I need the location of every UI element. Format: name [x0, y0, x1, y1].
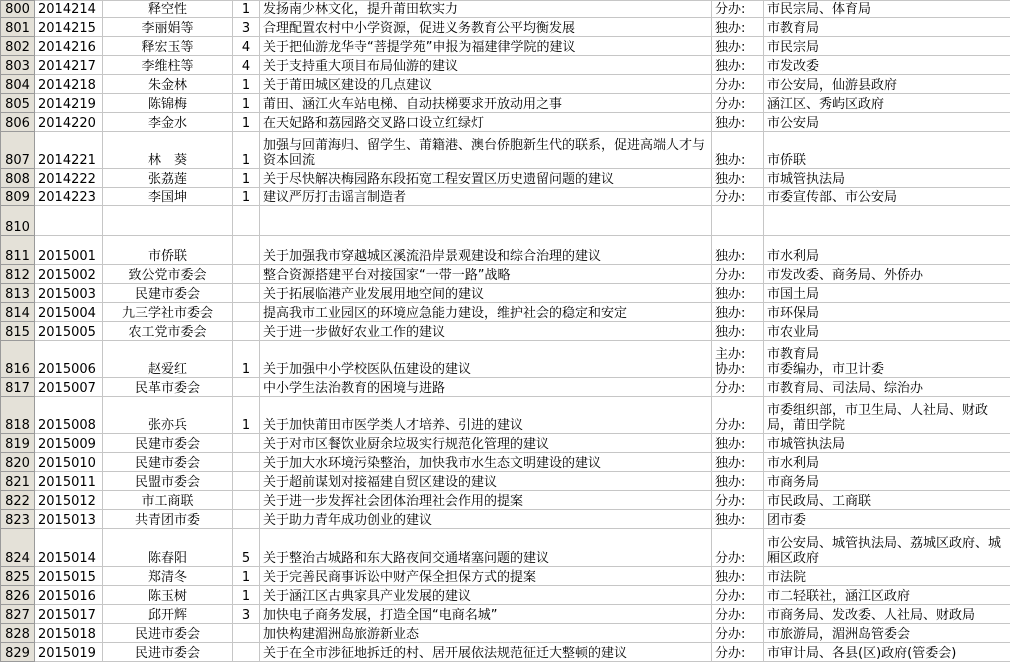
cell-title[interactable]: 关于加大水环境污染整治，加快我市水生态文明建设的建议	[260, 453, 712, 472]
cell-title[interactable]: 莆田、涵江火车站电梯、自动扶梯要求开放动用之事	[260, 94, 712, 113]
cell-handling-type[interactable]: 分办:	[712, 75, 764, 94]
cell-department[interactable]: 市公安局，仙游县政府	[764, 75, 1010, 94]
table-row[interactable]	[1, 397, 1010, 434]
cell-proposer[interactable]: 民建市委会	[103, 434, 233, 453]
cell-handling-type[interactable]: 分办:	[712, 586, 764, 605]
cell-handling-type[interactable]: 分办:	[712, 491, 764, 510]
cell-title[interactable]: 关于加强我市穿越城区溪流沿岸景观建设和综合治理的建议	[260, 236, 712, 265]
row-header[interactable]: 806	[1, 113, 35, 132]
table-row[interactable]	[1, 643, 1010, 662]
cell-count[interactable]: 5	[233, 529, 260, 567]
table-row[interactable]	[1, 206, 1010, 236]
cell-count[interactable]: 1	[233, 75, 260, 94]
cell-department[interactable]	[764, 206, 1010, 236]
table-row[interactable]	[1, 18, 1010, 37]
cell-count[interactable]: 1	[233, 113, 260, 132]
table-row[interactable]	[1, 453, 1010, 472]
cell-handling-type[interactable]: 独办:	[712, 510, 764, 529]
cell-handling-type[interactable]: 独办:	[712, 453, 764, 472]
cell-handling-type[interactable]: 分办:	[712, 397, 764, 434]
cell-title[interactable]: 关于在全市涉征地拆迁的村、居开展依法规范征迁大整顿的建议	[260, 643, 712, 662]
cell-code[interactable]: 2015018	[35, 624, 103, 643]
cell-code[interactable]: 2015003	[35, 284, 103, 303]
cell-code[interactable]: 2014214	[35, 1, 103, 18]
row-header[interactable]: 817	[1, 378, 35, 397]
cell-title[interactable]: 关于支持重大项目布局仙游的建议	[260, 56, 712, 75]
cell-department[interactable]: 市发改委、商务局、外侨办	[764, 265, 1010, 284]
cell-count[interactable]: 1	[233, 567, 260, 586]
cell-handling-type[interactable]: 独办:	[712, 169, 764, 188]
cell-department[interactable]: 市城管执法局	[764, 169, 1010, 188]
cell-handling-type[interactable]: 独办:	[712, 37, 764, 56]
cell-proposer[interactable]: 九三学社市委会	[103, 303, 233, 322]
table-row[interactable]	[1, 378, 1010, 397]
cell-department[interactable]: 市旅游局，湄洲岛管委会	[764, 624, 1010, 643]
cell-handling-type[interactable]: 分办:	[712, 529, 764, 567]
row-header[interactable]: 827	[1, 605, 35, 624]
cell-title[interactable]: 合理配置农村中小学资源，促进义务教育公平均衡发展	[260, 18, 712, 37]
row-header[interactable]: 811	[1, 236, 35, 265]
table-row[interactable]	[1, 322, 1010, 341]
table-row[interactable]	[1, 169, 1010, 188]
table-row[interactable]	[1, 265, 1010, 284]
cell-code[interactable]: 2014217	[35, 56, 103, 75]
table-row[interactable]	[1, 624, 1010, 643]
row-header[interactable]: 808	[1, 169, 35, 188]
cell-code[interactable]: 2015013	[35, 510, 103, 529]
cell-handling-type[interactable]: 独办:	[712, 56, 764, 75]
table-row[interactable]	[1, 113, 1010, 132]
row-header[interactable]: 815	[1, 322, 35, 341]
cell-count[interactable]: 1	[233, 397, 260, 434]
cell-department[interactable]: 市民政局、工商联	[764, 491, 1010, 510]
cell-code[interactable]: 2014215	[35, 18, 103, 37]
cell-code[interactable]: 2015015	[35, 567, 103, 586]
cell-department[interactable]: 市法院	[764, 567, 1010, 586]
cell-department[interactable]: 涵江区、秀屿区政府	[764, 94, 1010, 113]
cell-handling-type[interactable]: 独办:	[712, 567, 764, 586]
cell-department[interactable]: 市民宗局	[764, 37, 1010, 56]
table-row[interactable]	[1, 132, 1010, 169]
cell-proposer[interactable]: 民进市委会	[103, 643, 233, 662]
cell-proposer[interactable]: 致公党市委会	[103, 265, 233, 284]
row-header[interactable]: 812	[1, 265, 35, 284]
table-row[interactable]	[1, 434, 1010, 453]
row-header[interactable]: 804	[1, 75, 35, 94]
cell-count[interactable]	[233, 303, 260, 322]
cell-department[interactable]: 市民宗局、体育局	[764, 1, 1010, 18]
cell-handling-type[interactable]: 分办:	[712, 378, 764, 397]
cell-proposer[interactable]: 李维柱等	[103, 56, 233, 75]
cell-title[interactable]: 关于莆田城区建设的几点建议	[260, 75, 712, 94]
cell-handling-type[interactable]: 独办:	[712, 303, 764, 322]
row-header[interactable]: 823	[1, 510, 35, 529]
cell-title[interactable]: 加强与回莆海归、留学生、莆籍港、澳台侨胞新生代的联系，促进高端人才与资本回流	[260, 132, 712, 169]
cell-handling-type[interactable]: 分办:	[712, 94, 764, 113]
row-header[interactable]: 801	[1, 18, 35, 37]
cell-department[interactable]: 市委宣传部、市公安局	[764, 188, 1010, 206]
cell-count[interactable]: 1	[233, 1, 260, 18]
cell-count[interactable]	[233, 643, 260, 662]
row-header[interactable]: 816	[1, 341, 35, 378]
cell-department[interactable]: 市农业局	[764, 322, 1010, 341]
cell-code[interactable]: 2014218	[35, 75, 103, 94]
cell-department[interactable]: 市教育局、司法局、综治办	[764, 378, 1010, 397]
cell-code[interactable]: 2015011	[35, 472, 103, 491]
cell-department[interactable]: 市商务局、发改委、人社局、财政局	[764, 605, 1010, 624]
cell-proposer[interactable]: 邱开辉	[103, 605, 233, 624]
table-row[interactable]	[1, 236, 1010, 265]
row-header[interactable]: 821	[1, 472, 35, 491]
cell-code[interactable]: 2015010	[35, 453, 103, 472]
table-row[interactable]	[1, 1, 1010, 18]
row-header[interactable]: 828	[1, 624, 35, 643]
row-header[interactable]: 802	[1, 37, 35, 56]
cell-count[interactable]: 3	[233, 605, 260, 624]
table-row[interactable]	[1, 341, 1010, 378]
cell-title[interactable]: 关于涵江区古典家具产业发展的建议	[260, 586, 712, 605]
cell-handling-type[interactable]: 独办:	[712, 113, 764, 132]
cell-title[interactable]: 关于加快莆田市医学类人才培养、引进的建议	[260, 397, 712, 434]
table-row[interactable]	[1, 472, 1010, 491]
cell-title[interactable]: 发扬南少林文化，提升莆田软实力	[260, 1, 712, 18]
cell-code[interactable]: 2015002	[35, 265, 103, 284]
cell-proposer[interactable]: 民建市委会	[103, 453, 233, 472]
cell-proposer[interactable]: 赵爱红	[103, 341, 233, 378]
cell-title[interactable]: 中小学生法治教育的困境与进路	[260, 378, 712, 397]
cell-proposer[interactable]	[103, 206, 233, 236]
table-row[interactable]	[1, 567, 1010, 586]
cell-count[interactable]	[233, 284, 260, 303]
cell-count[interactable]	[233, 378, 260, 397]
table-row[interactable]	[1, 586, 1010, 605]
cell-title[interactable]: 关于进一步做好农业工作的建议	[260, 322, 712, 341]
cell-code[interactable]: 2014216	[35, 37, 103, 56]
table-row[interactable]	[1, 510, 1010, 529]
cell-count[interactable]: 1	[233, 188, 260, 206]
cell-handling-type[interactable]: 独办:	[712, 284, 764, 303]
cell-proposer[interactable]: 张荔莲	[103, 169, 233, 188]
cell-title[interactable]: 关于助力青年成功创业的建议	[260, 510, 712, 529]
cell-department[interactable]: 市审计局、各县(区)政府(管委会)	[764, 643, 1010, 662]
cell-title[interactable]: 提高我市工业园区的环境应急能力建设，维护社会的稳定和安定	[260, 303, 712, 322]
cell-handling-type[interactable]	[712, 206, 764, 236]
cell-count[interactable]: 1	[233, 341, 260, 378]
cell-code[interactable]: 2015019	[35, 643, 103, 662]
cell-handling-type[interactable]: 分办:	[712, 265, 764, 284]
cell-proposer[interactable]: 民盟市委会	[103, 472, 233, 491]
cell-title[interactable]: 关于整治古城路和东大路夜间交通堵塞问题的建议	[260, 529, 712, 567]
cell-count[interactable]: 1	[233, 169, 260, 188]
cell-handling-type[interactable]: 独办:	[712, 322, 764, 341]
cell-proposer[interactable]: 朱金林	[103, 75, 233, 94]
cell-proposer[interactable]: 陈锦梅	[103, 94, 233, 113]
cell-title[interactable]: 关于进一步发挥社会团体治理社会作用的提案	[260, 491, 712, 510]
cell-handling-type[interactable]: 分办:	[712, 605, 764, 624]
cell-department[interactable]: 市水利局	[764, 236, 1010, 265]
cell-department[interactable]: 市教育局 市委编办，市卫计委	[764, 341, 1010, 378]
cell-code[interactable]: 2014222	[35, 169, 103, 188]
row-header[interactable]: 824	[1, 529, 35, 567]
cell-department[interactable]: 市发改委	[764, 56, 1010, 75]
cell-department[interactable]: 市侨联	[764, 132, 1010, 169]
cell-count[interactable]	[233, 434, 260, 453]
row-header[interactable]: 829	[1, 643, 35, 662]
table-row[interactable]	[1, 56, 1010, 75]
row-header[interactable]: 819	[1, 434, 35, 453]
cell-title[interactable]: 整合资源搭建平台对接国家“一带一路”战略	[260, 265, 712, 284]
cell-handling-type[interactable]: 独办:	[712, 472, 764, 491]
cell-handling-type[interactable]: 分办:	[712, 188, 764, 206]
table-row[interactable]	[1, 284, 1010, 303]
cell-title[interactable]: 关于尽快解决梅园路东段拓宽工程安置区历史遗留问题的建议	[260, 169, 712, 188]
row-header[interactable]: 818	[1, 397, 35, 434]
cell-department[interactable]: 市公安局、城管执法局、荔城区政府、城厢区政府	[764, 529, 1010, 567]
cell-department[interactable]: 市二轻联社，涵江区政府	[764, 586, 1010, 605]
cell-proposer[interactable]: 市工商联	[103, 491, 233, 510]
cell-count[interactable]	[233, 322, 260, 341]
cell-proposer[interactable]: 民革市委会	[103, 378, 233, 397]
cell-department[interactable]: 市商务局	[764, 472, 1010, 491]
cell-count[interactable]	[233, 510, 260, 529]
cell-title[interactable]: 关于拓展临港产业发展用地空间的建议	[260, 284, 712, 303]
cell-code[interactable]: 2015008	[35, 397, 103, 434]
row-header[interactable]: 810	[1, 206, 35, 236]
cell-proposer[interactable]: 农工党市委会	[103, 322, 233, 341]
cell-department[interactable]: 市国土局	[764, 284, 1010, 303]
cell-count[interactable]	[233, 265, 260, 284]
row-header[interactable]: 825	[1, 567, 35, 586]
cell-code[interactable]: 2014219	[35, 94, 103, 113]
cell-count[interactable]: 4	[233, 37, 260, 56]
table-row[interactable]	[1, 75, 1010, 94]
cell-handling-type[interactable]: 分办:	[712, 643, 764, 662]
cell-proposer[interactable]: 李金水	[103, 113, 233, 132]
cell-title[interactable]: 关于把仙游龙华寺“菩提学苑”申报为福建律学院的建议	[260, 37, 712, 56]
cell-code[interactable]: 2015014	[35, 529, 103, 567]
cell-code[interactable]: 2015006	[35, 341, 103, 378]
row-header[interactable]: 822	[1, 491, 35, 510]
cell-count[interactable]	[233, 206, 260, 236]
row-header[interactable]: 820	[1, 453, 35, 472]
cell-proposer[interactable]: 李国坤	[103, 188, 233, 206]
row-header[interactable]: 807	[1, 132, 35, 169]
cell-title[interactable]	[260, 206, 712, 236]
cell-code[interactable]: 2015004	[35, 303, 103, 322]
cell-code[interactable]: 2015009	[35, 434, 103, 453]
row-header[interactable]: 814	[1, 303, 35, 322]
cell-handling-type[interactable]: 独办:	[712, 236, 764, 265]
table-body	[1, 1, 1010, 662]
table-row[interactable]	[1, 529, 1010, 567]
cell-department[interactable]: 市教育局	[764, 18, 1010, 37]
cell-proposer[interactable]: 民建市委会	[103, 284, 233, 303]
cell-code[interactable]: 2015012	[35, 491, 103, 510]
cell-proposer[interactable]: 陈春阳	[103, 529, 233, 567]
cell-proposer[interactable]: 民进市委会	[103, 624, 233, 643]
cell-proposer[interactable]: 李丽娟等	[103, 18, 233, 37]
cell-code[interactable]: 2015007	[35, 378, 103, 397]
cell-department[interactable]: 市水利局	[764, 453, 1010, 472]
cell-count[interactable]	[233, 491, 260, 510]
cell-proposer[interactable]: 市侨联	[103, 236, 233, 265]
cell-proposer[interactable]: 共青团市委	[103, 510, 233, 529]
cell-department[interactable]: 市公安局	[764, 113, 1010, 132]
cell-proposer[interactable]: 林 葵	[103, 132, 233, 169]
row-header[interactable]: 826	[1, 586, 35, 605]
cell-code[interactable]: 2014223	[35, 188, 103, 206]
table-row[interactable]	[1, 188, 1010, 206]
cell-title[interactable]: 加快电子商务发展，打造全国“电商名城”	[260, 605, 712, 624]
cell-title[interactable]: 建议严厉打击谣言制造者	[260, 188, 712, 206]
table-row[interactable]	[1, 491, 1010, 510]
row-header[interactable]: 805	[1, 94, 35, 113]
table-row[interactable]	[1, 303, 1010, 322]
cell-proposer[interactable]: 释空性	[103, 1, 233, 18]
cell-handling-type[interactable]: 主办: 协办:	[712, 341, 764, 378]
cell-department[interactable]: 市委组织部，市卫生局、人社局、财政局，莆田学院	[764, 397, 1010, 434]
cell-count[interactable]: 1	[233, 132, 260, 169]
cell-title[interactable]: 关于完善民商事诉讼中财产保全担保方式的提案	[260, 567, 712, 586]
cell-handling-type[interactable]: 分办:	[712, 624, 764, 643]
cell-department[interactable]: 市环保局	[764, 303, 1010, 322]
cell-title[interactable]: 关于超前谋划对接福建自贸区建设的建议	[260, 472, 712, 491]
cell-title[interactable]: 在天妃路和荔园路交叉路口设立红绿灯	[260, 113, 712, 132]
cell-proposer[interactable]: 陈玉树	[103, 586, 233, 605]
row-header[interactable]: 813	[1, 284, 35, 303]
cell-handling-type[interactable]: 独办:	[712, 18, 764, 37]
cell-code[interactable]: 2015005	[35, 322, 103, 341]
cell-code[interactable]: 2015001	[35, 236, 103, 265]
cell-handling-type[interactable]: 独办:	[712, 132, 764, 169]
cell-count[interactable]	[233, 472, 260, 491]
cell-proposer[interactable]: 郑清冬	[103, 567, 233, 586]
cell-title[interactable]: 加快构建湄洲岛旅游新业态	[260, 624, 712, 643]
cell-code[interactable]	[35, 206, 103, 236]
cell-proposer[interactable]: 张亦兵	[103, 397, 233, 434]
table-row[interactable]	[1, 37, 1010, 56]
cell-count[interactable]: 1	[233, 586, 260, 605]
cell-title[interactable]: 关于对市区餐饮业厨余垃圾实行规范化管理的建议	[260, 434, 712, 453]
cell-title[interactable]: 关于加强中小学校医队伍建设的建议	[260, 341, 712, 378]
cell-department[interactable]: 市城管执法局	[764, 434, 1010, 453]
cell-count[interactable]: 3	[233, 18, 260, 37]
cell-department[interactable]: 团市委	[764, 510, 1010, 529]
table-row[interactable]	[1, 94, 1010, 113]
cell-code[interactable]: 2014221	[35, 132, 103, 169]
cell-handling-type[interactable]: 分办:	[712, 1, 764, 18]
table-row[interactable]	[1, 605, 1010, 624]
cell-handling-type[interactable]: 独办:	[712, 434, 764, 453]
row-header[interactable]: 803	[1, 56, 35, 75]
cell-count[interactable]	[233, 624, 260, 643]
cell-code[interactable]: 2014220	[35, 113, 103, 132]
cell-code[interactable]: 2015016	[35, 586, 103, 605]
row-header[interactable]: 800	[1, 1, 35, 18]
cell-code[interactable]: 2015017	[35, 605, 103, 624]
cell-count[interactable]	[233, 236, 260, 265]
cell-count[interactable]: 4	[233, 56, 260, 75]
cell-count[interactable]	[233, 453, 260, 472]
row-header[interactable]: 809	[1, 188, 35, 206]
cell-count[interactable]: 1	[233, 94, 260, 113]
cell-proposer[interactable]: 释宏玉等	[103, 37, 233, 56]
